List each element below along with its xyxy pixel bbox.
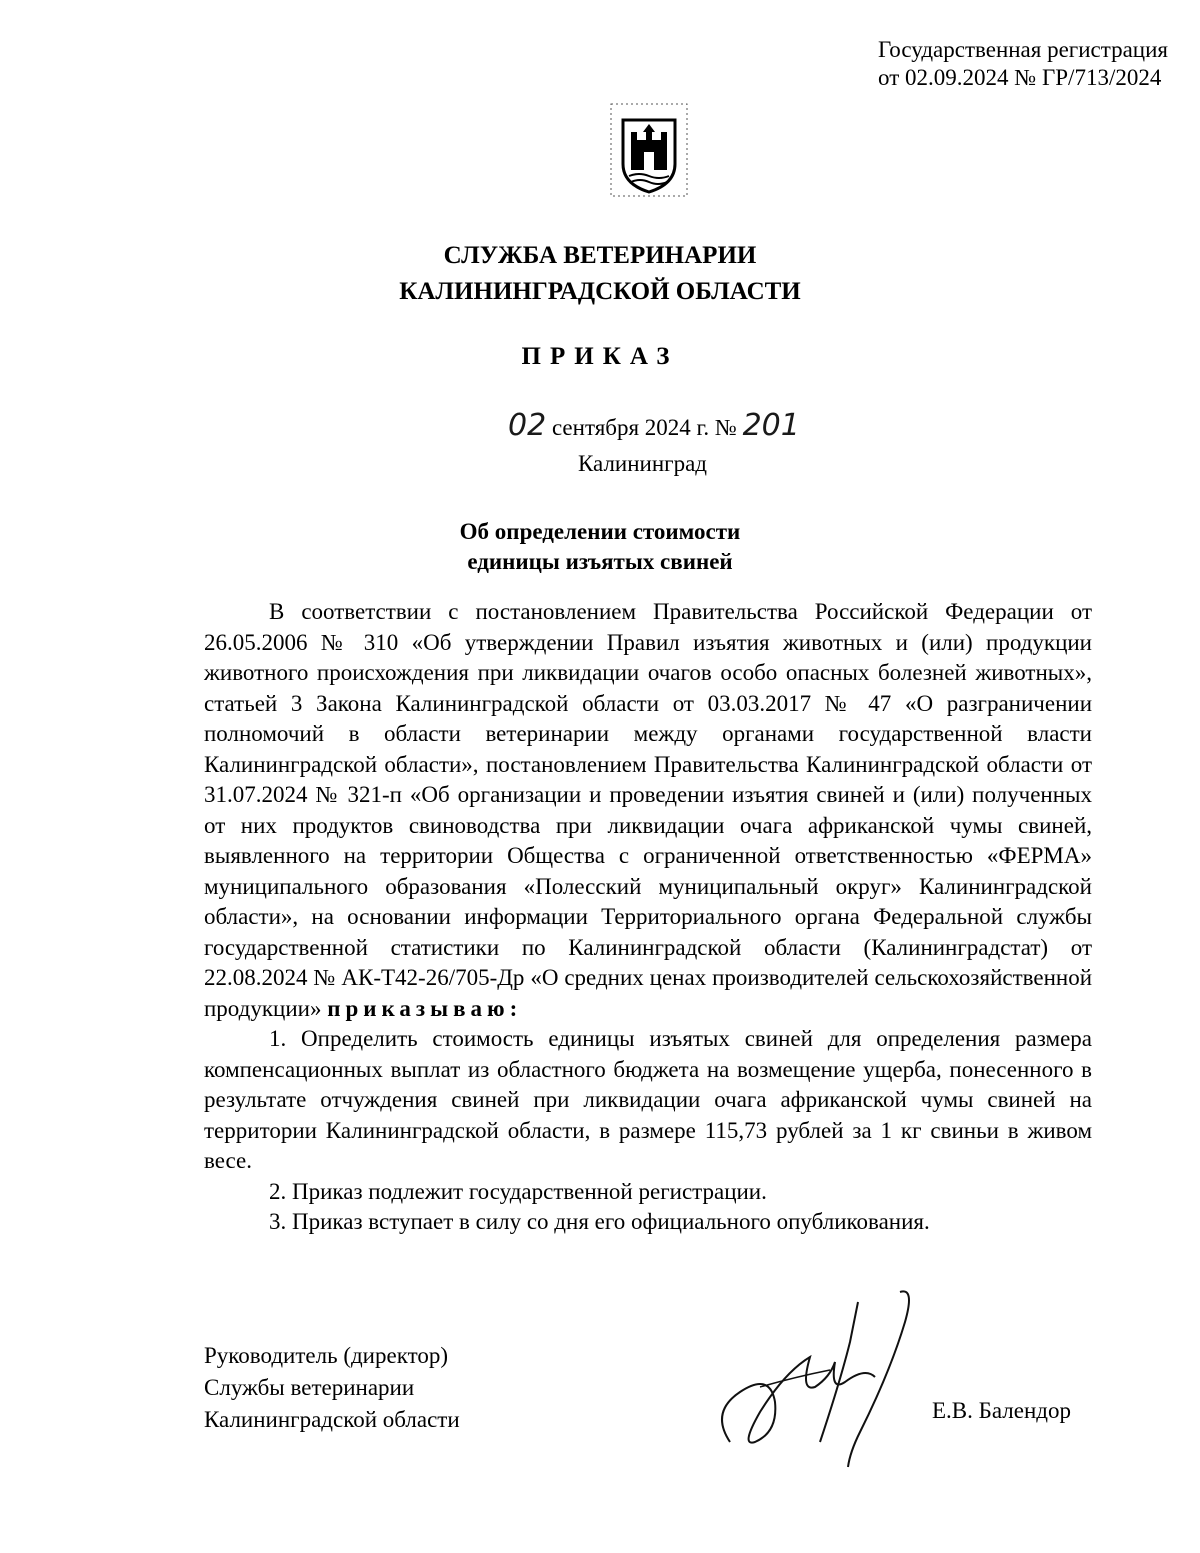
preamble-paragraph [204,597,1092,1024]
organization-name [0,238,1200,310]
item-1: 1. Определить стоимость единицы изъятых свиней для определения размера компенсационных выплат из областного бюджета на возмещение ущерба, понесенного в результате отчуждения свиней при ликвидации очага африканской чумы свиней на территории Калининградской области, в размере 115,73 рублей за 1 кг свиньи в живом весе. [204,1026,1092,1173]
org-line-2: КАЛИНИНГРАДСКОЙ ОБЛАСТИ [399,278,801,305]
title-line-2: единицы изъятых свиней [467,549,733,574]
position-line-3: Калининградской области [204,1407,460,1432]
document-body [204,597,1092,1238]
handwritten-day: 02 [508,408,547,443]
registration-note [878,36,1168,92]
position-line-1: Руководитель (директор) [204,1343,448,1368]
item-3: 3. Приказ вступает в силу со дня его официального опубликования. [269,1209,930,1234]
preamble-text: В соответствии с постановлением Правительства Российской Федерации от 26.05.2006 № 310 «Об утверждении Правил изъятия животных и (или) продукции животного происхождения при ликвидации очагов особо опасных болезней животных», статьей 3 Закона Калининградской области от 03.03.2017 № 47 «О разграничении полномочий в области ветеринарии между органами государственной власти Калининградской области», постановлением Правительства Калининградской области от 31.07.2024 № 321-п «Об организации и проведении изъятия свиней и (или) полученных от них продуктов свиноводства при ликвидации очага африканской чумы свиней, выявленного на территории Общества с ограниченной ответственностью «ФЕРМА» муниципального образования «Полесский муниципальный округ» Калининградской области», на основании информации Территориального органа Федеральной службы государственной статистики по Калининградской области (Калининградстат) от 22.08.2024 № АК-Т42-26/705-Др «О средних ценах производителей сельскохозяйственной продукции» [204,599,1092,1021]
document-type: ПРИКАЗ [521,343,679,370]
city: Калининград [578,451,708,476]
title-line-1: Об определении стоимости [459,519,741,544]
month-year: сентября 2024 г. № [551,415,737,440]
registration-line-2: от 02.09.2024 № ГР/713/2024 [878,65,1162,90]
org-line-1: СЛУЖБА ВЕТЕРИНАРИИ [443,242,757,269]
position-line-2: Службы ветеринарии [204,1375,415,1400]
registration-line-1: Государственная регистрация [878,37,1168,62]
handwritten-signature [700,1282,930,1472]
signer-position [204,1340,460,1436]
coat-of-arms-emblem [609,102,689,198]
date-line [508,408,800,448]
item-2: 2. Приказ подлежит государственной регистрации. [269,1178,767,1204]
signer-name: Е.В. Балендор [932,1398,1071,1423]
decree-word: приказываю: [327,995,523,1021]
handwritten-number: 201 [742,408,800,443]
document-title [0,517,1200,577]
